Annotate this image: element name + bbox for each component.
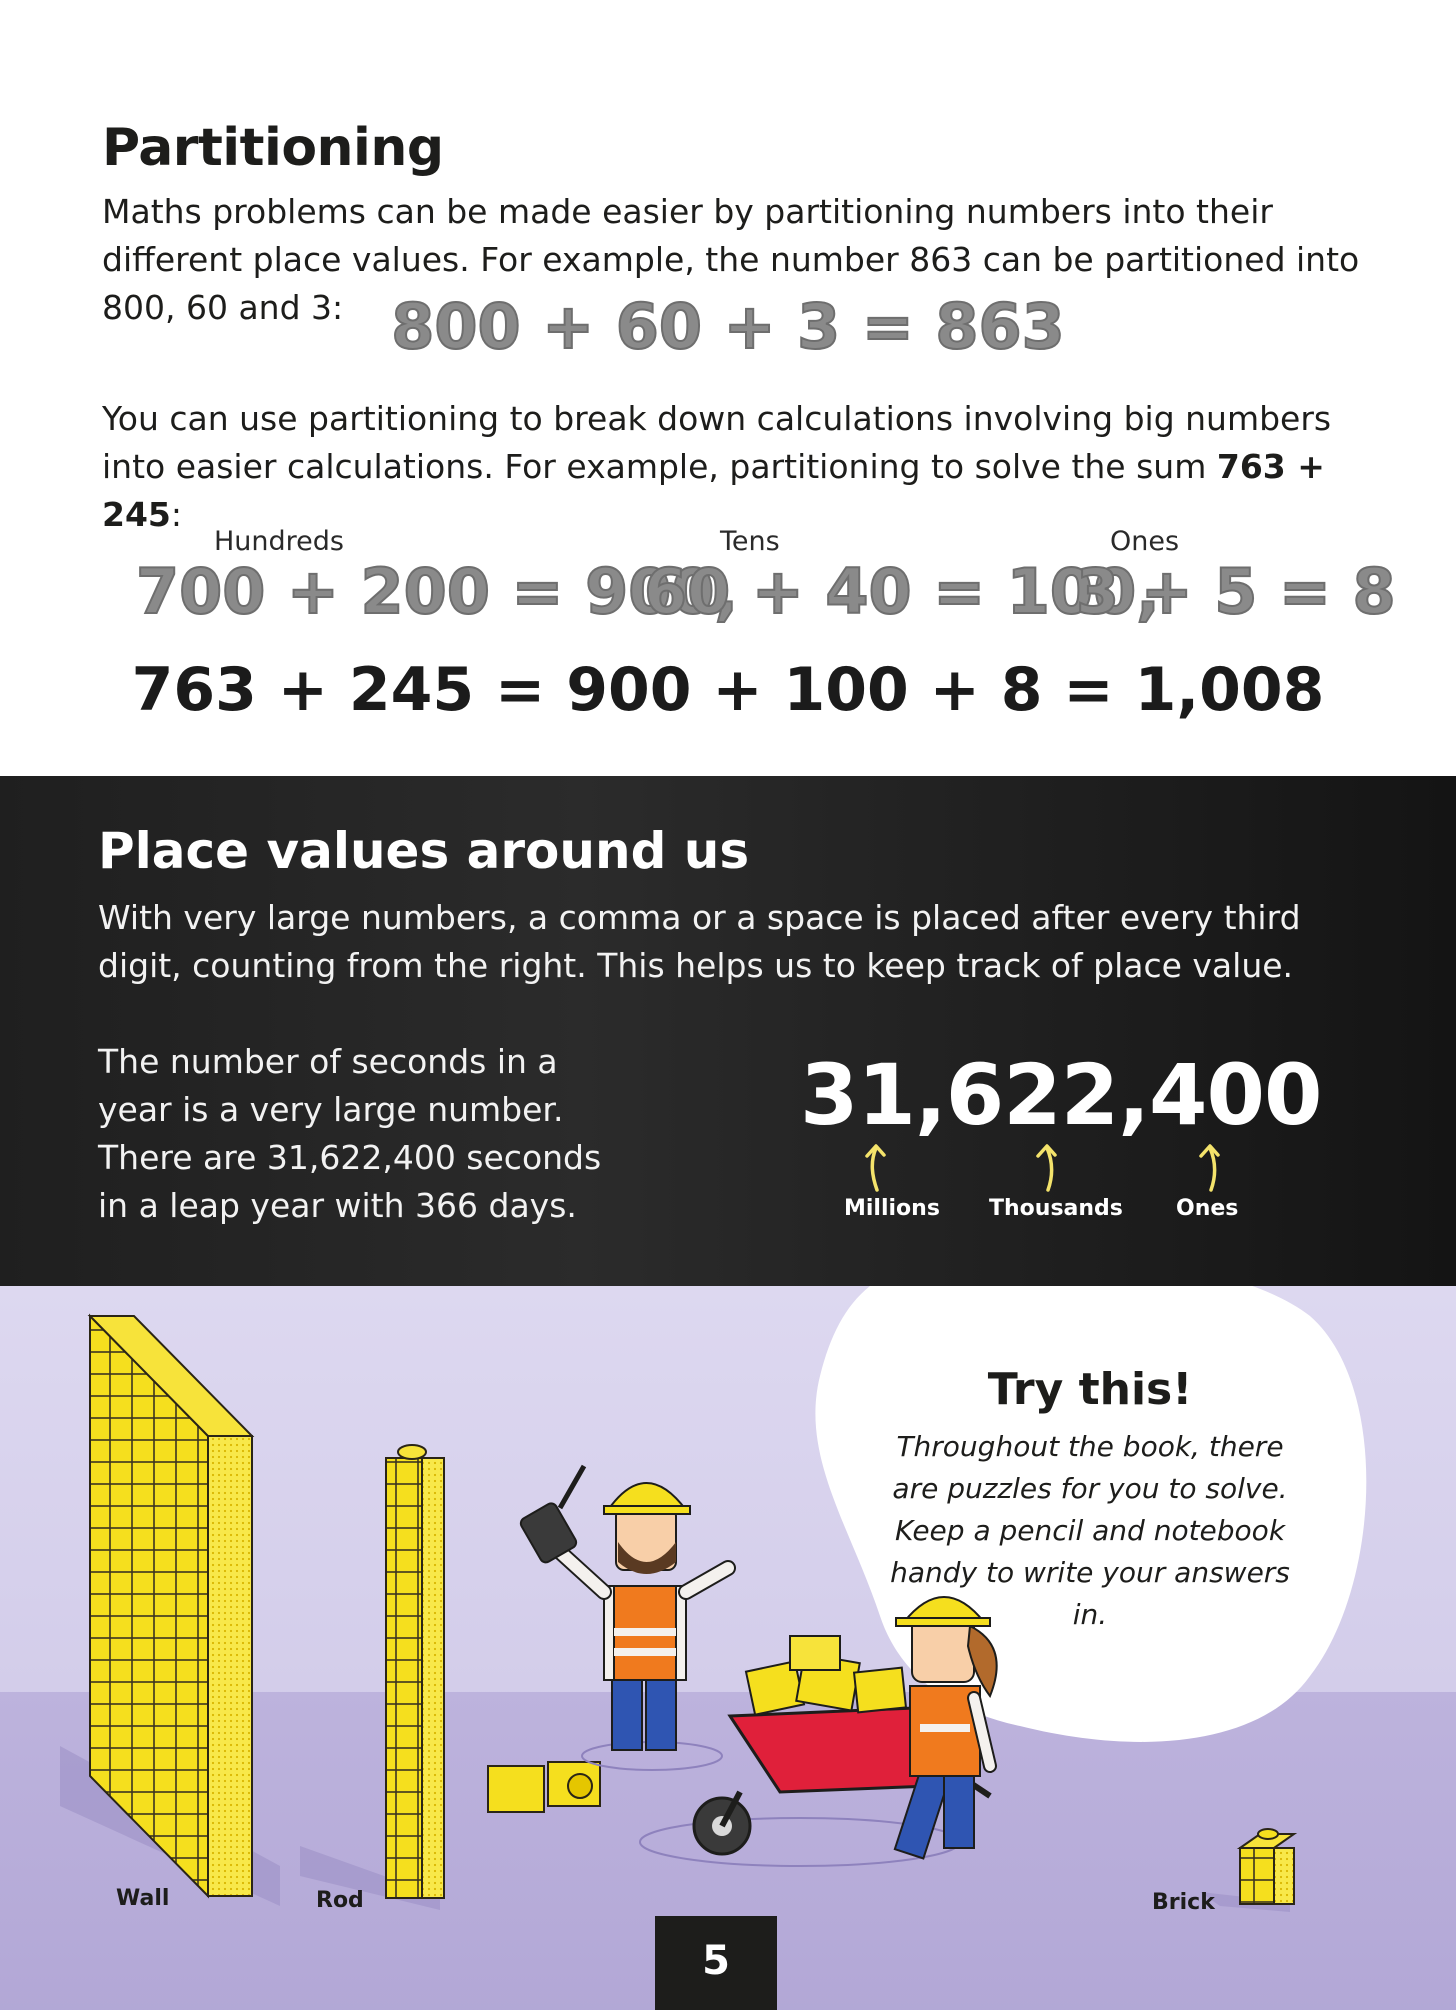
hundreds-equation: 700 + 200 = 900, bbox=[136, 555, 739, 628]
partitioning-title: Partitioning bbox=[102, 118, 444, 178]
rod-block bbox=[300, 1445, 444, 1910]
ones-equation: 3 + 5 = 8 bbox=[1076, 555, 1396, 628]
page-number: 5 bbox=[655, 1916, 777, 2010]
explanation-end: : bbox=[170, 495, 183, 534]
place-values-title: Place values around us bbox=[98, 822, 750, 880]
ones-place-label: Ones bbox=[1176, 1196, 1239, 1221]
partitioning-section bbox=[0, 0, 1456, 776]
hundreds-label: Hundreds bbox=[214, 526, 344, 557]
tens-equation: 60 + 40 = 100, bbox=[644, 555, 1160, 628]
explanation-text: You can use partitioning to break down calculations involving big numbers into easier calculations. For example, partitioning to solve the sum bbox=[102, 399, 1332, 486]
partitioning-example-equation: 800 + 60 + 3 = 863 bbox=[391, 290, 1065, 363]
brick-label: Brick bbox=[1152, 1890, 1215, 1915]
partitioning-intro: Maths problems can be made easier by partitioning numbers into their different place values. For example, the number 863 can be partitioned into 800, 60 and 3: bbox=[102, 192, 1360, 327]
partitioning-explanation bbox=[102, 395, 1362, 539]
millions-arrow-icon bbox=[862, 1140, 892, 1192]
wall-label: Wall bbox=[116, 1886, 170, 1911]
construction-worker-woman bbox=[895, 1597, 997, 1858]
illustration-section bbox=[0, 1286, 1456, 2010]
final-equation: 763 + 245 = 900 + 100 + 8 = 1,008 bbox=[131, 655, 1325, 725]
seconds-in-year-text: The number of seconds in a year is a very large number. There are 31,622,400 seconds in a leap year with 366 days. bbox=[98, 1042, 602, 1225]
place-values-section bbox=[0, 776, 1456, 1286]
millions-label: Millions bbox=[844, 1196, 940, 1221]
thousands-label: Thousands bbox=[989, 1196, 1123, 1221]
big-number: 31,622,400 bbox=[800, 1046, 1322, 1144]
thousands-arrow-icon bbox=[1033, 1140, 1063, 1192]
explanation-sum: 763 + 245 bbox=[102, 447, 1325, 534]
construction-illustration bbox=[0, 1286, 1456, 2010]
wall-block bbox=[60, 1316, 280, 1906]
ones-arrow-icon bbox=[1196, 1140, 1226, 1192]
ones-label: Ones bbox=[1110, 526, 1180, 557]
try-this-title: Try this! bbox=[987, 1364, 1193, 1415]
place-values-intro: With very large numbers, a comma or a space is placed after every third digit, counting from the right. This helps us to keep track of place value. bbox=[98, 898, 1301, 985]
small-bricks bbox=[488, 1762, 600, 1812]
rod-label: Rod bbox=[316, 1888, 364, 1913]
try-this-text: Throughout the book, there are puzzles for you to solve. Keep a pencil and notebook handy to write your answers in. bbox=[890, 1430, 1290, 1631]
construction-worker-man bbox=[519, 1466, 728, 1770]
tens-label: Tens bbox=[720, 526, 780, 557]
